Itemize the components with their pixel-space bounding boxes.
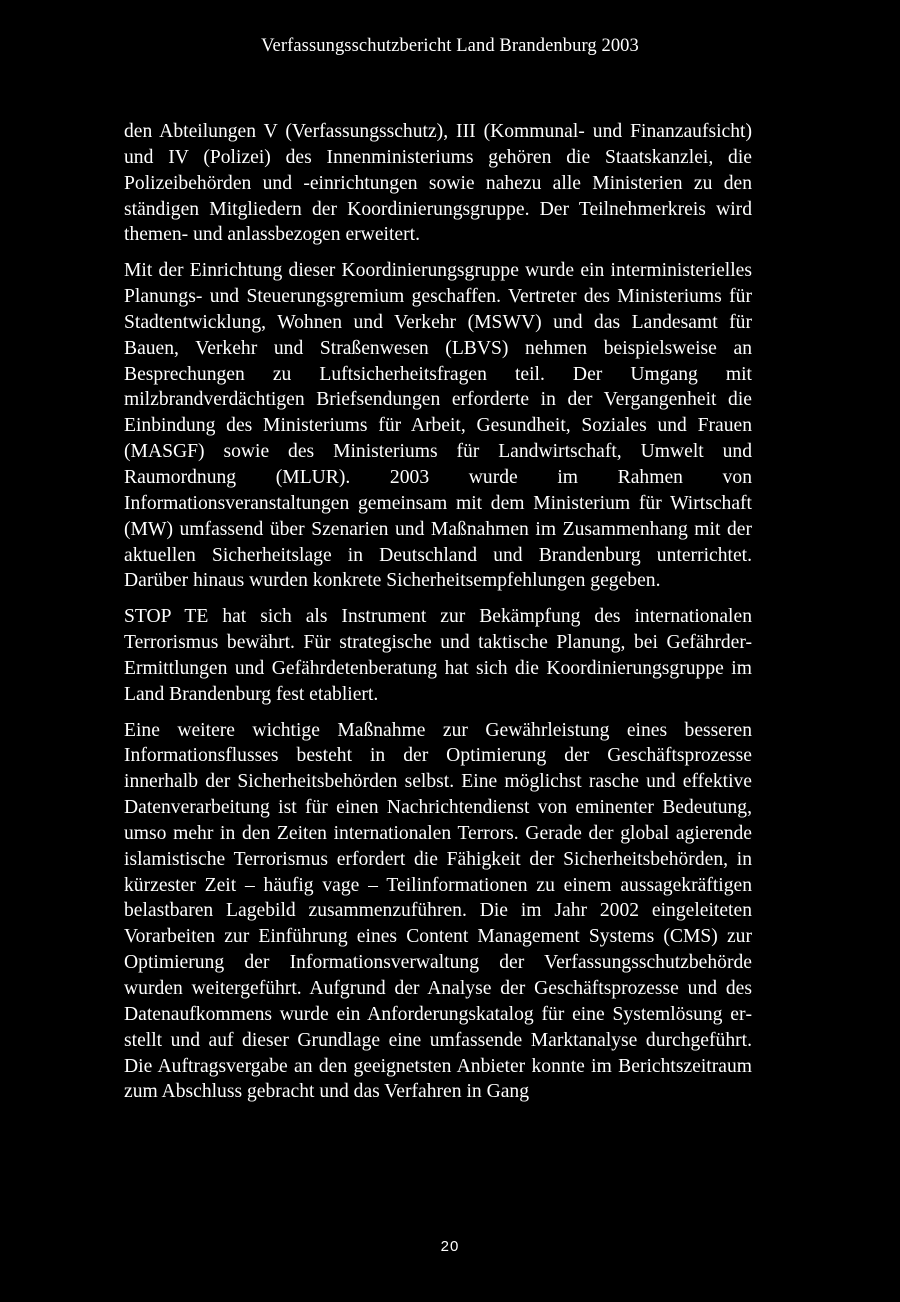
paragraph: den Abteilungen V (Verfassungsschutz), III (Kommunal- und Finanzaufsicht) und IV (Polizei) des Innenministeriums gehören die Staatskanzlei, die Polizeibehörden und -einrichtungen sowie nahezu alle Ministerien zu den ständigen Mitgliedern der Koordinierungsgruppe. Der Teilnehmerkreis wird themen- und anlassbezogen erweitert.: [124, 121, 752, 246]
paragraph: Eine weitere wichtige Maßnahme zur Gewährleistung eines besseren Informationsflusses besteht in der Optimierung der Geschäftsprozesse innerhalb der Sicherheitsbehörden selbst. Eine möglichst rasche und effektive Datenverarbeitung ist für einen Nachrichtendienst von eminenter Bedeutung, umso mehr in den Zeiten internationalen Terrors. Gerade der global agierende islamistische Terrorismus erfordert die Fähigkeit der Sicherheitsbehörden, in kürzester Zeit – häufig vage – Teilinformationen zu einem aussagekräftigen belastbaren Lagebild zusammenzuführen. Die im Jahr 2002 eingeleiteten Vorarbeiten zur Einführung eines Content Management Systems (CMS) zur Optimierung der Informationsverwaltung der Verfassungsschutzbehörde wurden weitergeführt. Aufgrund der Analyse der Geschäftsprozesse und des Datenaufkommens wurde ein Anforderungskatalog für eine Systemlösung erstellt und auf dieser Grundlage eine umfassende Marktanalyse durchgeführt. Die Auftragsvergabe an den geeignetsten Anbieter konnte im Berichtszeitraum zum Abschluss gebracht und das Verfahren in Gang: [124, 719, 752, 1103]
body-text: [124, 119, 752, 1115]
page-number: 20: [440, 1238, 460, 1255]
paragraph: STOP TE hat sich als Instrument zur Bekämpfung des internationalen Terrorismus bewährt. Für strategische und taktische Planung, bei Gefährder-Ermittlungen und Gefährdetenberatung hat sich die Koordinierungsgruppe im Land Brandenburg fest etabliert.: [124, 606, 752, 705]
paragraph: Mit der Einrichtung dieser Koordinierungsgruppe wurde ein interministerielles Planungs- und Steuerungsgremium geschaffen. Vertreter des Ministeriums für Stadtentwicklung, Wohnen und Verkehr (MSWV) und das Landesamt für Bauen, Verkehr und Straßenwesen (LBVS) nehmen beispielsweise an Besprechungen zu Luftsicherheitsfragen teil. Der Umgang mit milzbrandverdächtigen Briefsendungen erforderte in der Vergangenheit die Einbindung des Ministeriums für Arbeit, Gesundheit, Soziales und Frauen (MASGF) sowie des Ministeriums für Landwirtschaft, Umwelt und Raumordnung (MLUR). 2003 wurde im Rahmen von Informationsveranstaltungen gemeinsam mit dem Ministerium für Wirtschaft (MW) umfassend über Szenarien und Maßnahmen im Zusammenhang mit der aktuellen Sicherheitslage in Deutschland und Brandenburg unterrichtet. Darüber hinaus wurden konkrete Sicherheitsempfehlungen gegeben.: [124, 260, 752, 592]
running-header: Verfassungsschutzbericht Land Brandenburg 2003: [261, 36, 639, 56]
